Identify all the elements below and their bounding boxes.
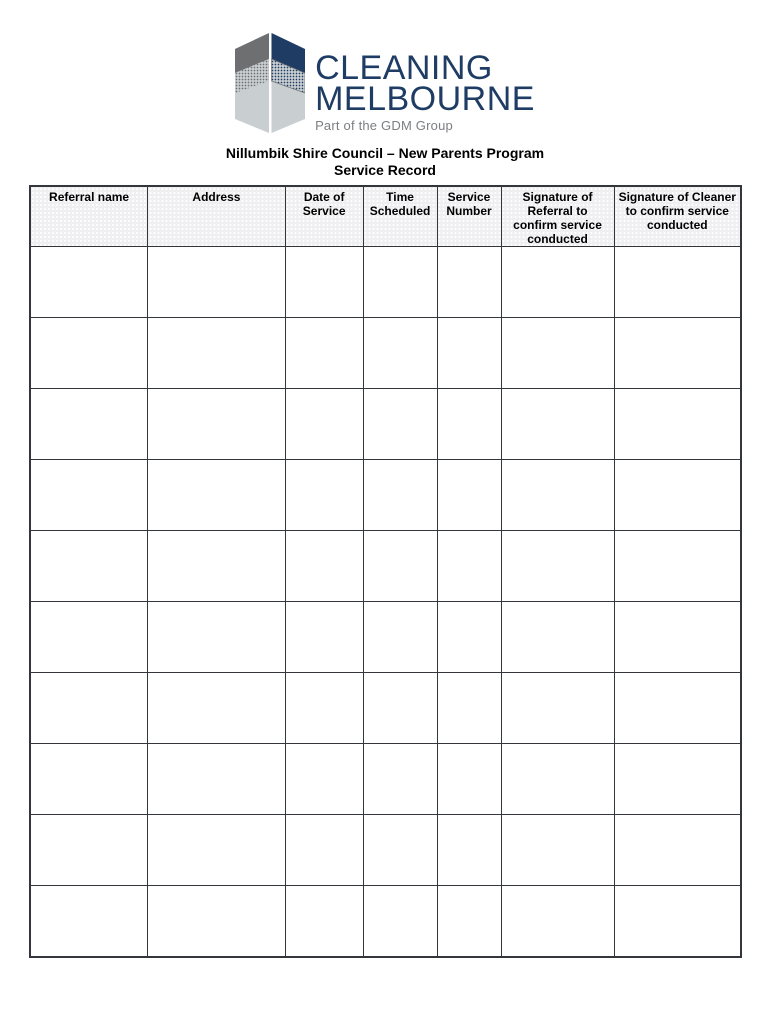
empty-entry-cell[interactable] [285,389,363,460]
empty-entry-cell[interactable] [285,602,363,673]
column-header-date-of-service: Date of Service [285,186,363,247]
empty-entry-cell[interactable] [30,247,148,318]
empty-entry-cell[interactable] [437,744,501,815]
empty-entry-cell[interactable] [363,247,437,318]
empty-entry-cell[interactable] [30,460,148,531]
empty-entry-cell[interactable] [285,318,363,389]
empty-entry-cell[interactable] [30,602,148,673]
empty-entry-cell[interactable] [501,389,614,460]
table-row [30,318,741,389]
cleaning-melbourne-logo [0,33,770,134]
empty-entry-cell[interactable] [285,247,363,318]
empty-entry-cell[interactable] [148,460,286,531]
table-row [30,531,741,602]
logo-brand-line2: MELBOURNE [315,80,535,118]
empty-entry-cell[interactable] [501,744,614,815]
table-row [30,460,741,531]
document-title [0,145,770,179]
empty-entry-cell[interactable] [148,815,286,886]
empty-entry-cell[interactable] [285,744,363,815]
empty-entry-cell[interactable] [363,886,437,958]
empty-entry-cell[interactable] [437,815,501,886]
empty-entry-cell[interactable] [30,318,148,389]
table-row [30,815,741,886]
empty-entry-cell[interactable] [30,815,148,886]
logo-brand-line1: CLEANING [315,49,493,87]
empty-entry-cell[interactable] [437,602,501,673]
empty-entry-cell[interactable] [30,673,148,744]
column-header-service-number: Service Number [437,186,501,247]
header-row [30,186,741,247]
empty-entry-cell[interactable] [363,602,437,673]
empty-entry-cell[interactable] [437,673,501,744]
empty-entry-cell[interactable] [30,531,148,602]
empty-entry-cell[interactable] [148,389,286,460]
logo-wordmark [315,49,535,134]
empty-entry-cell[interactable] [363,744,437,815]
empty-entry-cell[interactable] [614,247,741,318]
table-row [30,247,741,318]
service-record-table [29,185,742,958]
empty-entry-cell[interactable] [148,602,286,673]
empty-entry-cell[interactable] [614,318,741,389]
table-row [30,886,741,958]
empty-entry-cell[interactable] [363,531,437,602]
empty-entry-cell[interactable] [614,389,741,460]
table-row [30,602,741,673]
empty-entry-cell[interactable] [501,886,614,958]
empty-entry-cell[interactable] [614,744,741,815]
empty-entry-cell[interactable] [614,531,741,602]
empty-entry-cell[interactable] [614,673,741,744]
empty-entry-cell[interactable] [614,460,741,531]
empty-entry-cell[interactable] [30,389,148,460]
empty-entry-cell[interactable] [148,673,286,744]
empty-entry-cell[interactable] [285,673,363,744]
column-header-referral-name: Referral name [30,186,148,247]
empty-entry-cell[interactable] [30,744,148,815]
empty-entry-cell[interactable] [148,744,286,815]
empty-entry-cell[interactable] [501,460,614,531]
document-title-line2: Service Record [334,162,436,178]
column-header-signature-referral: Signature of Referral to confirm service conducted [501,186,614,247]
empty-entry-cell[interactable] [437,886,501,958]
table-row [30,744,741,815]
document-title-line1: Nillumbik Shire Council – New Parents Program [225,145,545,161]
empty-entry-cell[interactable] [437,389,501,460]
empty-entry-cell[interactable] [363,389,437,460]
empty-entry-cell[interactable] [501,673,614,744]
empty-entry-cell[interactable] [285,460,363,531]
empty-entry-cell[interactable] [148,531,286,602]
empty-entry-cell[interactable] [363,815,437,886]
empty-entry-cell[interactable] [614,886,741,958]
empty-entry-cell[interactable] [363,460,437,531]
column-header-address: Address [148,186,286,247]
empty-entry-cell[interactable] [285,531,363,602]
empty-entry-cell[interactable] [437,247,501,318]
empty-entry-cell[interactable] [148,886,286,958]
logo-tagline: Part of the GDM Group [315,118,453,133]
empty-entry-cell[interactable] [501,318,614,389]
table-row [30,389,741,460]
empty-entry-cell[interactable] [501,815,614,886]
empty-entry-cell[interactable] [363,673,437,744]
empty-entry-cell[interactable] [437,531,501,602]
column-header-signature-cleaner: Signature of Cleaner to confirm service conducted [614,186,741,247]
table-body [30,247,741,958]
empty-entry-cell[interactable] [285,815,363,886]
empty-entry-cell[interactable] [501,247,614,318]
empty-entry-cell[interactable] [614,602,741,673]
empty-entry-cell[interactable] [614,815,741,886]
empty-entry-cell[interactable] [437,460,501,531]
empty-entry-cell[interactable] [148,318,286,389]
empty-entry-cell[interactable] [437,318,501,389]
table-row [30,673,741,744]
chevron-logo-icon [235,33,305,134]
empty-entry-cell[interactable] [501,531,614,602]
empty-entry-cell[interactable] [363,318,437,389]
empty-entry-cell[interactable] [30,886,148,958]
column-header-time-scheduled: Time Scheduled [363,186,437,247]
empty-entry-cell[interactable] [148,247,286,318]
empty-entry-cell[interactable] [501,602,614,673]
empty-entry-cell[interactable] [285,886,363,958]
